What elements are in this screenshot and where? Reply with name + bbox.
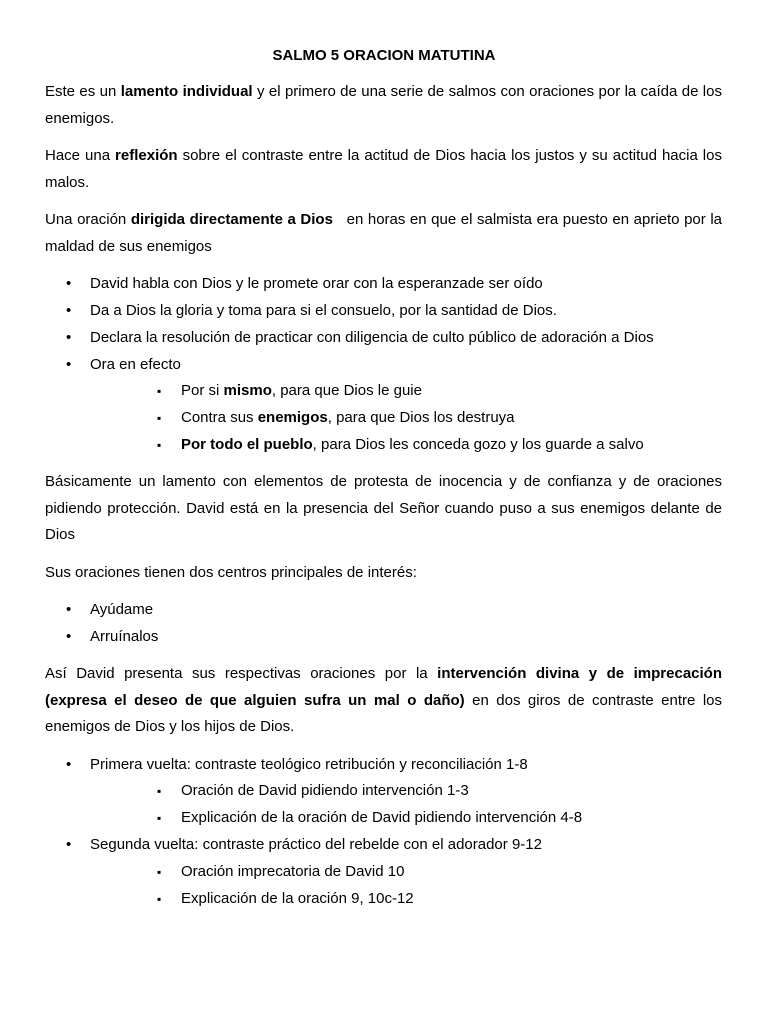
paragraph-1-bold: lamento individual [120,83,253,100]
sub-item-bold: Por todo el pueblo [181,436,313,453]
square-bullet-icon: ▪ [157,384,162,398]
paragraph-6-text-b: en dos giros de contraste entre los enemigos de Dios y los hijos de Dios. [45,691,723,735]
sub-list-item [181,381,768,401]
list-item: Declara la resolución de practicar con diligencia de culto público de adoración a Dios [90,329,654,346]
bullet-icon: • [66,275,72,292]
sub-list-item: Oración imprecatoria de David 10 [181,863,405,880]
square-bullet-icon: ▪ [157,811,162,825]
paragraph-6 [45,661,722,741]
list-item: Ayúdame [90,601,154,618]
square-bullet-icon: ▪ [157,411,162,425]
sub-item-text-b: , para que Dios los destruya [327,409,515,426]
sub-list-item [181,408,768,428]
paragraph-4: Básicamente un lamento con elementos de protesta de inocencia y de confianza y de oraciones pidiendo protección. David está en la presencia del Señor cuando puso a sus enemigos delante de Dios [45,473,722,543]
list-item: Segunda vuelta: contraste práctico del rebelde con el adorador 9-12 [90,836,542,853]
paragraph-2-bold: reflexión [115,147,178,164]
paragraph-1 [45,79,722,132]
paragraph-2-text-a: Hace una [45,147,116,164]
sub-list-item: Explicación de la oración de David pidiendo intervención 4-8 [181,809,583,826]
paragraph-6-bold: intervención divina y de imprecación (expresa el deseo de que alguien sufra un mal o daño) [45,665,722,709]
sub-item-text-a: Contra sus [181,409,258,426]
bullet-icon: • [66,302,72,319]
paragraph-3 [45,207,727,260]
sub-item-text-a: Por si [181,382,224,399]
list-item: Ora en efecto [90,356,181,373]
sub-item-text-b: , para que Dios le guie [271,382,422,399]
paragraph-6-text-a: Así David presenta sus respectivas oraciones por la [45,665,438,682]
sub-list-item: Oración de David pidiendo intervención 1-3 [181,782,469,799]
paragraph-2 [45,143,722,196]
paragraph-3-bold: dirigida directamente a Dios [130,211,333,228]
paragraph-1-text-a: Este es un [45,83,121,100]
bullet-icon: • [66,628,72,645]
bullet-icon: • [66,356,72,373]
sub-item-bold: enemigos [257,409,328,426]
sub-item-bold: mismo [223,382,272,399]
square-bullet-icon: ▪ [157,865,162,879]
list-item: Primera vuelta: contraste teológico retribución y reconciliación 1-8 [90,756,528,773]
list-item: Arruínalos [90,628,159,645]
paragraph-3-text-a: Una oración [45,211,131,228]
paragraph-3-text-b: en horas en que el salmista era puesto en aprieto por la maldad de sus enemigos [45,211,727,255]
bullet-icon: • [66,836,72,853]
list-item: David habla con Dios y le promete orar con la esperanzade ser oído [90,275,543,292]
square-bullet-icon: ▪ [157,784,162,798]
sub-list-item [181,435,768,455]
bullet-icon: • [66,601,72,618]
paragraph-1-text-b: y el primero de una serie de salmos con oraciones por la caída de los enemigos. [45,83,722,127]
sub-item-text-b: , para Dios les conceda gozo y los guarde a salvo [312,436,644,453]
bullet-icon: • [66,329,72,346]
square-bullet-icon: ▪ [157,892,162,906]
list-item: Da a Dios la gloria y toma para si el consuelo, por la santidad de Dios. [90,302,557,319]
sub-list-item: Explicación de la oración 9, 10c-12 [181,890,414,907]
square-bullet-icon: ▪ [157,438,162,452]
paragraph-5: Sus oraciones tienen dos centros principales de interés: [45,564,417,581]
document-title: SALMO 5 ORACION MATUTINA [272,47,496,64]
paragraph-2-text-b: sobre el contraste entre la actitud de Dios hacia los justos y su actitud hacia los malos. [45,147,722,191]
bullet-icon: • [66,756,72,773]
